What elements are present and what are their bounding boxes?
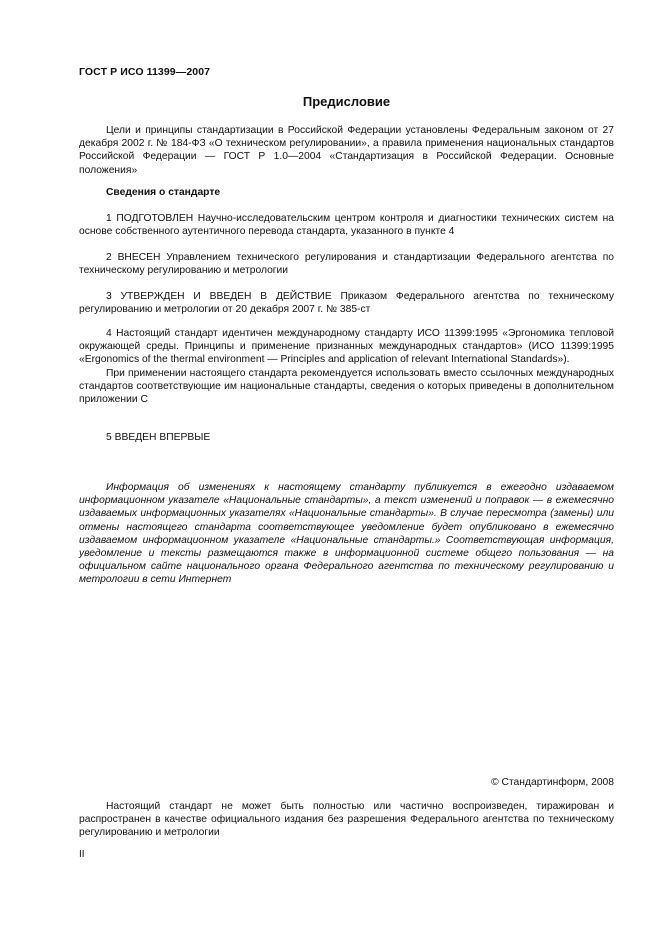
- reproduction-notice-paragraph: [79, 800, 614, 840]
- item-5-paragraph: [79, 431, 614, 444]
- document-code-header: ГОСТ Р ИСО 11399—2007: [79, 66, 211, 78]
- item-3-text: 3 УТВЕРЖДЕН И ВВЕДЕН В ДЕЙСТВИЕ Приказом Федерального агентства по техническому регулированию и метрологии от 20 декабря 2007 г. № 385-ст: [79, 291, 614, 316]
- info-notice-paragraph: [79, 481, 614, 587]
- item-5-text: 5 ВВЕДЕН ВПЕРВЫЕ: [106, 432, 211, 443]
- standard-info-subheading: Сведения о стандарте: [106, 187, 221, 198]
- page-title: Предисловие: [302, 94, 391, 109]
- item-2-paragraph: [79, 251, 614, 277]
- item-4-note-text: При применении настоящего стандарта рекомендуется использовать вместо ссылочных международных стандартов соответствующие им национальные стандарты, сведения о которых приведены в дополнительном приложении С: [79, 367, 614, 406]
- page-number: II: [79, 849, 85, 860]
- copyright-line: © Стандартинформ, 2008: [491, 777, 614, 788]
- info-notice-text: Информация об изменениях к настоящему стандарту публикуется в ежегодно издаваемом информационном указателе «Национальные стандарты», а текст изменений и поправок — в ежемесячно издаваемых информационных указателях «Национальные стандарты». В случае пересмотра (замены) или отмены настоящего стандарта соответствующее уведомление будет опубликовано в ежемесячно издаваемом информационном указателе «Национальные стандарты.» Соответствующая информация, уведомление и тексты размещаются также в информационной системе общего пользования — на официальном сайте национального органа Федерального агентства по техническому регулированию и метрологии в сети Интернет: [79, 482, 614, 586]
- intro-text: Цели и принципы стандартизации в Российской Федерации установлены Федеральным законом от 27 декабря 2002 г. № 184-ФЗ «О техническом регулировании», а правила применения национальных стандартов Российской Федерации — ГОСТ Р 1.0—2004 «Стандартизация в Российской Федерации. Основные положения»: [79, 125, 614, 176]
- item-3-paragraph: [79, 290, 614, 316]
- intro-paragraph: [79, 124, 614, 177]
- reproduction-notice-text: Настоящий стандарт не может быть полностью или частично воспроизведен, тиражирован и распространен в качестве официального издания без разрешения Федерального агентства по техническому регулированию и метрологии: [79, 801, 614, 839]
- item-4-paragraph: [79, 327, 614, 406]
- item-1-paragraph: [79, 212, 614, 238]
- item-2-text: 2 ВНЕСЕН Управлением технического регулирования и стандартизации Федерального агентства по техническому регулированию и метрологии: [79, 252, 614, 277]
- item-1-text: 1 ПОДГОТОВЛЕН Научно-исследовательским центром контроля и диагностики технических систем на основе собственного аутентичного перевода стандарта, указанного в пункте 4: [79, 213, 614, 238]
- item-4-text: 4 Настоящий стандарт идентичен международному стандарту ИСО 11399:1995 «Эргономика тепловой окружающей среды. Принципы и применение признанных международных стандартов» (ИСО 11399:1995 «Ergonomics of the thermal environment — Principles and application of relevant International Standards»).: [79, 328, 614, 366]
